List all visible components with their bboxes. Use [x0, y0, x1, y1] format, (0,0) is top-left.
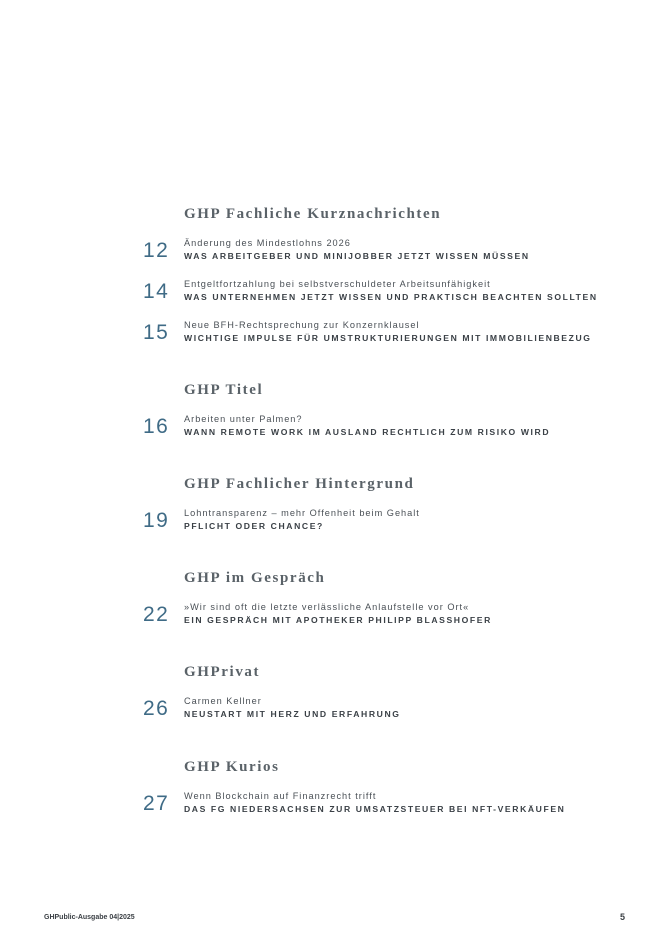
section-title: GHP Fachliche Kurznachrichten: [184, 206, 442, 222]
entry-headline: EIN GESPRÄCH MIT APOTHEKER PHILIPP BLASSHOFER: [184, 615, 492, 625]
publication-label: GHPublic-Ausgabe 04|2025: [44, 914, 135, 921]
entry-subtitle: Änderung des Mindestlohns 2026: [184, 238, 351, 248]
entry-subtitle: Entgeltfortzahlung bei selbstverschuldeter Arbeitsunfähigkeit: [184, 279, 491, 289]
entry-headline: WANN REMOTE WORK IM AUSLAND RECHTLICH ZUM RISIKO WIRD: [184, 427, 551, 437]
entry-subtitle: Carmen Kellner: [184, 696, 262, 706]
toc-entry[interactable]: [0, 508, 670, 538]
entry-subtitle: Arbeiten unter Palmen?: [184, 414, 303, 424]
page-number: 12: [143, 239, 170, 262]
page-number: 26: [143, 697, 170, 720]
entry-subtitle: »Wir sind oft die letzte verlässliche Anlaufstelle vor Ort«: [184, 602, 470, 612]
page-number: 22: [143, 603, 170, 626]
entry-headline: PFLICHT ODER CHANCE?: [184, 521, 324, 531]
entry-subtitle: Lohntransparenz – mehr Offenheit beim Gehalt: [184, 508, 420, 518]
entry-headline: NEUSTART MIT HERZ UND ERFAHRUNG: [184, 709, 401, 719]
toc-entry[interactable]: [0, 414, 670, 444]
section-title: GHP Kurios: [184, 759, 280, 775]
section-title: GHPrivat: [184, 664, 261, 680]
entry-subtitle: Neue BFH-Rechtsprechung zur Konzernklausel: [184, 320, 420, 330]
footer-page-number: 5: [620, 912, 626, 922]
toc-entry[interactable]: [0, 791, 670, 821]
toc-entry[interactable]: [0, 602, 670, 632]
page-number: 16: [143, 415, 170, 438]
section-title: GHP im Gespräch: [184, 570, 326, 586]
entry-headline: WAS UNTERNEHMEN JETZT WISSEN UND PRAKTISCH BEACHTEN SOLLTEN: [184, 292, 598, 302]
page-number: 14: [143, 280, 170, 303]
entry-subtitle: Wenn Blockchain auf Finanzrecht trifft: [184, 791, 377, 801]
entry-headline: WAS ARBEITGEBER UND MINIJOBBER JETZT WISSEN MÜSSEN: [184, 251, 530, 261]
section-title: GHP Titel: [184, 382, 264, 398]
toc-entry[interactable]: [0, 238, 670, 268]
toc-entry[interactable]: [0, 696, 670, 726]
page-number: 27: [143, 792, 170, 815]
entry-headline: DAS FG NIEDERSACHSEN ZUR UMSATZSTEUER BEI NFT-VERKÄUFEN: [184, 804, 566, 814]
entry-headline: WICHTIGE IMPULSE FÜR UMSTRUKTURIERUNGEN MIT IMMOBILIENBEZUG: [184, 333, 592, 343]
toc-entry[interactable]: [0, 320, 670, 350]
section-title: GHP Fachlicher Hintergrund: [184, 476, 415, 492]
toc-entry[interactable]: [0, 279, 670, 309]
page-number: 19: [143, 509, 170, 532]
page-number: 15: [143, 321, 170, 344]
